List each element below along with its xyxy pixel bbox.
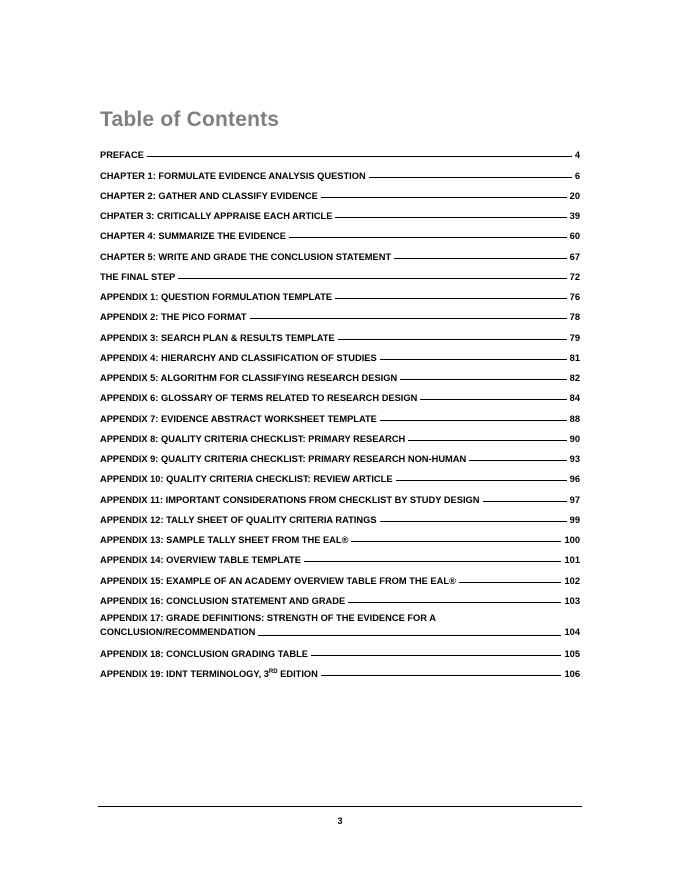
toc-leader: [351, 541, 561, 542]
toc-entry-label: APPENDIX 11: IMPORTANT CONSIDERATIONS FROM CHECKLIST BY STUDY DESIGN: [100, 494, 480, 505]
toc-entry[interactable]: [100, 343, 580, 363]
toc-entry-page: 105: [564, 649, 580, 659]
toc-entry-label: CHAPTER 1: FORMULATE EVIDENCE ANALYSIS QUESTION: [100, 170, 366, 181]
toc-leader: [321, 675, 562, 676]
toc-leader: [250, 318, 567, 319]
toc-entry-label: APPENDIX 6: GLOSSARY OF TERMS RELATED TO RESEARCH DESIGN: [100, 393, 418, 404]
toc-entry-label: CHAPTER 2: GATHER AND CLASSIFY EVIDENCE: [100, 190, 318, 201]
toc-entry[interactable]: [100, 140, 580, 160]
toc-entry-appendix-19[interactable]: [100, 659, 580, 679]
toc-entry-label: APPENDIX 13: SAMPLE TALLY SHEET FROM THE EAL®: [100, 535, 349, 545]
toc-entry[interactable]: [100, 403, 580, 423]
toc-entry-label-line2: CONCLUSION/RECOMMENDATION: [100, 626, 256, 637]
toc-entry[interactable]: [100, 464, 580, 484]
toc-entry-page: 97: [569, 494, 580, 505]
toc-leader: [178, 278, 566, 279]
toc-entry-page: 96: [569, 474, 580, 485]
toc-leader: [321, 197, 567, 198]
toc-entry-label: APPENDIX 10: QUALITY CRITERIA CHECKLIST: REVIEW ARTICLE: [100, 474, 393, 485]
toc-leader: [369, 177, 572, 178]
toc-entry-label: APPENDIX 15: EXAMPLE OF AN ACADEMY OVERVIEW TABLE FROM THE EAL®: [100, 575, 456, 586]
toc-entry-label: APPENDIX 9: QUALITY CRITERIA CHECKLIST: PRIMARY RESEARCH NON-HUMAN: [100, 454, 467, 464]
footer-divider: [98, 806, 582, 807]
toc-entry-page: 39: [569, 211, 580, 221]
toc-entry-label: CHAPTER 4: SUMMARIZE THE EVIDENCE: [100, 231, 286, 242]
toc-entry-label: THE FINAL STEP: [100, 271, 176, 282]
toc-leader: [348, 602, 561, 603]
toc-entry-page: 90: [569, 433, 580, 444]
toc-entry-page: 4: [574, 150, 580, 161]
toc-leader: [147, 156, 572, 157]
toc-entry-label: APPENDIX 1: QUESTION FORMULATION TEMPLATE: [100, 292, 333, 302]
toc-entry-label: CHPATER 3: CRITICALLY APPRAISE EACH ARTICLE: [100, 211, 333, 221]
toc-entry-label: APPENDIX 18: CONCLUSION GRADING TABLE: [100, 649, 308, 659]
toc-leader: [469, 460, 566, 461]
toc-entry-page: 60: [569, 231, 580, 242]
toc-entry-page: 78: [569, 312, 580, 323]
toc-entry-label: APPENDIX 5: ALGORITHM FOR CLASSIFYING RESEARCH DESIGN: [100, 373, 398, 383]
toc-entry-label: PREFACE: [100, 150, 144, 161]
toc-entry[interactable]: [100, 282, 580, 302]
toc-entry[interactable]: [100, 363, 580, 383]
toc-entry[interactable]: [100, 241, 580, 261]
toc-entry-page: 100: [564, 535, 580, 545]
toc-entry-page: 79: [569, 332, 580, 343]
label-superscript: RD: [268, 669, 278, 676]
toc-leader: [335, 298, 567, 299]
toc-entry-page: 82: [569, 373, 580, 383]
toc-entry-page: 93: [569, 454, 580, 464]
toc-entry-label: CHAPTER 5: WRITE AND GRADE THE CONCLUSION STATEMENT: [100, 251, 392, 262]
toc-entry-appendix-17[interactable]: [100, 612, 580, 639]
toc-entry-page: 84: [569, 393, 580, 404]
toc-entry-label: APPENDIX 14: OVERVIEW TABLE TEMPLATE: [100, 555, 301, 566]
toc-leader: [459, 582, 562, 583]
toc-entry-page: 88: [569, 413, 580, 424]
toc-leader: [396, 480, 567, 481]
footer-page-number: 3: [337, 816, 343, 826]
toc-leader: [338, 339, 567, 340]
toc-entry-page: 20: [569, 190, 580, 201]
toc-entry[interactable]: [100, 201, 580, 221]
toc-entry-page: 106: [564, 669, 580, 680]
toc-list: [100, 140, 580, 679]
toc-entry-page: 104: [564, 626, 580, 637]
toc-entry[interactable]: [100, 221, 580, 241]
toc-entry-label: APPENDIX 3: SEARCH PLAN & RESULTS TEMPLATE: [100, 332, 335, 343]
label-suffix: EDITION: [277, 669, 318, 680]
toc-entry-page: 67: [569, 251, 580, 262]
toc-entry[interactable]: [100, 565, 580, 585]
toc-leader: [380, 359, 567, 360]
toc-leader: [483, 501, 567, 502]
toc-entry[interactable]: [100, 545, 580, 565]
toc-entry-label: APPENDIX 16: CONCLUSION STATEMENT AND GRADE: [100, 595, 346, 606]
toc-leader: [335, 217, 566, 218]
toc-entry-label: APPENDIX 4: HIERARCHY AND CLASSIFICATION OF STUDIES: [100, 352, 377, 363]
toc-entry-label: APPENDIX 2: THE PICO FORMAT: [100, 312, 247, 323]
toc-leader: [408, 440, 566, 441]
toc-entry-page: 99: [569, 514, 580, 525]
toc-entry[interactable]: [100, 181, 580, 201]
toc-leader: [380, 521, 567, 522]
toc-entry-page: 81: [569, 352, 580, 363]
toc-entry-page: 103: [564, 595, 580, 606]
toc-entry[interactable]: [100, 525, 580, 545]
toc-entry[interactable]: [100, 586, 580, 606]
toc-entry[interactable]: [100, 505, 580, 525]
toc-entry-label: [100, 669, 318, 679]
toc-leader: [258, 635, 561, 636]
toc-entry[interactable]: [100, 160, 580, 180]
toc-entry[interactable]: [100, 302, 580, 322]
toc-entry-label-line1: APPENDIX 17: GRADE DEFINITIONS: STRENGTH OF THE EVIDENCE FOR A: [100, 612, 436, 623]
toc-entry-label: APPENDIX 7: EVIDENCE ABSTRACT WORKSHEET TEMPLATE: [100, 413, 377, 424]
toc-entry-page: 6: [574, 170, 580, 181]
toc-entry-page: 101: [564, 555, 580, 566]
toc-entry-label: APPENDIX 12: TALLY SHEET OF QUALITY CRITERIA RATINGS: [100, 514, 377, 525]
toc-leader: [380, 420, 567, 421]
toc-entry[interactable]: [100, 424, 580, 444]
toc-entry[interactable]: [100, 322, 580, 342]
toc-leader: [304, 561, 562, 562]
toc-leader: [394, 258, 567, 259]
toc-leader: [400, 379, 566, 380]
toc-entry[interactable]: [100, 383, 580, 403]
toc-entry-page: 76: [569, 292, 580, 302]
toc-entry[interactable]: [100, 444, 580, 464]
toc-entry[interactable]: [100, 484, 580, 504]
toc-entry-appendix-18[interactable]: [100, 639, 580, 659]
toc-entry-page: 102: [564, 575, 580, 586]
toc-leader: [311, 655, 561, 656]
toc-leader: [420, 399, 566, 400]
toc-title: Table of Contents: [100, 108, 280, 131]
toc-entry-page: 72: [569, 271, 580, 282]
toc-entry[interactable]: [100, 262, 580, 282]
toc-entries: [100, 140, 580, 606]
label-prefix: APPENDIX 19: IDNT TERMINOLOGY, 3: [100, 669, 269, 680]
toc-entry-label: APPENDIX 8: QUALITY CRITERIA CHECKLIST: PRIMARY RESEARCH: [100, 433, 406, 444]
toc-leader: [289, 237, 567, 238]
